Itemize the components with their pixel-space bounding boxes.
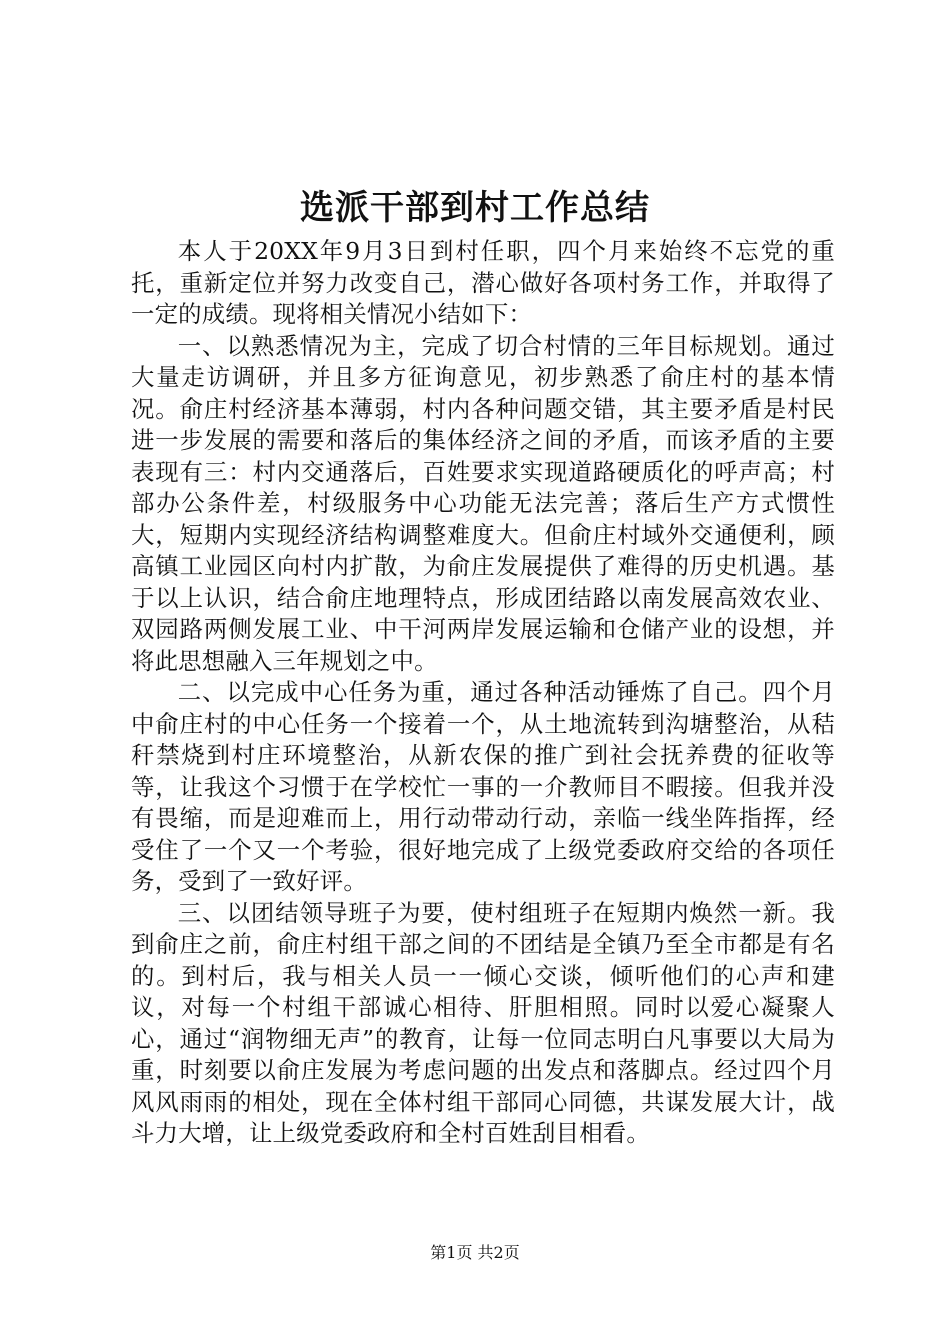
paragraph-intro: 本人于20XX年9月3日到村任职，四个月来始终不忘党的重托，重新定位并努力改变自己，潜心做好各项村务工作，并取得了一定的成绩。现将相关情况小结如下： <box>131 237 835 328</box>
paragraph-section-2: 二、以完成中心任务为重，通过各种活动锤炼了自己。四个月中俞庄村的中心任务一个接着一个，从土地流转到沟塘整治，从秸秆禁烧到村庄环境整治，从新农保的推广到社会抚养费的征收等等，让我这个习惯于在学校忙一事的一介教师目不暇接。但我并没有畏缩，而是迎难而上，用行动带动行动，亲临一线坐阵指挥，经受住了一个又一个考验，很好地完成了上级党委政府交给的各项任务，受到了一致好评。 <box>131 678 835 895</box>
paragraph-section-1: 一、以熟悉情况为主，完成了切合村情的三年目标规划。通过大量走访调研，并且多方征询意见，初步熟悉了俞庄村的基本情况。俞庄村经济基本薄弱，村内各种问题交错，其主要矛盾是村民进一步发展的需要和落后的集体经济之间的矛盾，而该矛盾的主要表现有三：村内交通落后，百姓要求实现道路硬质化的呼声高；村部办公条件差，村级服务中心功能无法完善；落后生产方式惯性大，短期内实现经济结构调整难度大。但俞庄村域外交通便利，顾高镇工业园区向村内扩散，为俞庄发展提供了难得的历史机遇。基于以上认识，结合俞庄地理特点，形成团结路以南发展高效农业、双园路两侧发展工业、中干河两岸发展运输和仓储产业的设想，并将此思想融入三年规划之中。 <box>131 331 835 675</box>
document-title: 选派干部到村工作总结 <box>300 188 650 228</box>
paragraph-section-3: 三、以团结领导班子为要，使村组班子在短期内焕然一新。我到俞庄之前，俞庄村组干部之间的不团结是全镇乃至全市都是有名的。到村后，我与相关人员一一倾心交谈，倾听他们的心声和建议，对每一个村组干部诚心相待、肝胆相照。同时以爱心凝聚人心，通过“润物细无声”的教育，让每一位同志明白凡事要以大局为重，时刻要以俞庄发展为考虑问题的出发点和落脚点。经过四个月风风雨雨的相处，现在全体村组干部同心同德，共谋发展大计，战斗力大增，让上级党委政府和全村百姓刮目相看。 <box>131 898 835 1147</box>
document-body <box>131 236 835 1150</box>
page-number-footer: 第1页 共2页 <box>430 1243 520 1262</box>
